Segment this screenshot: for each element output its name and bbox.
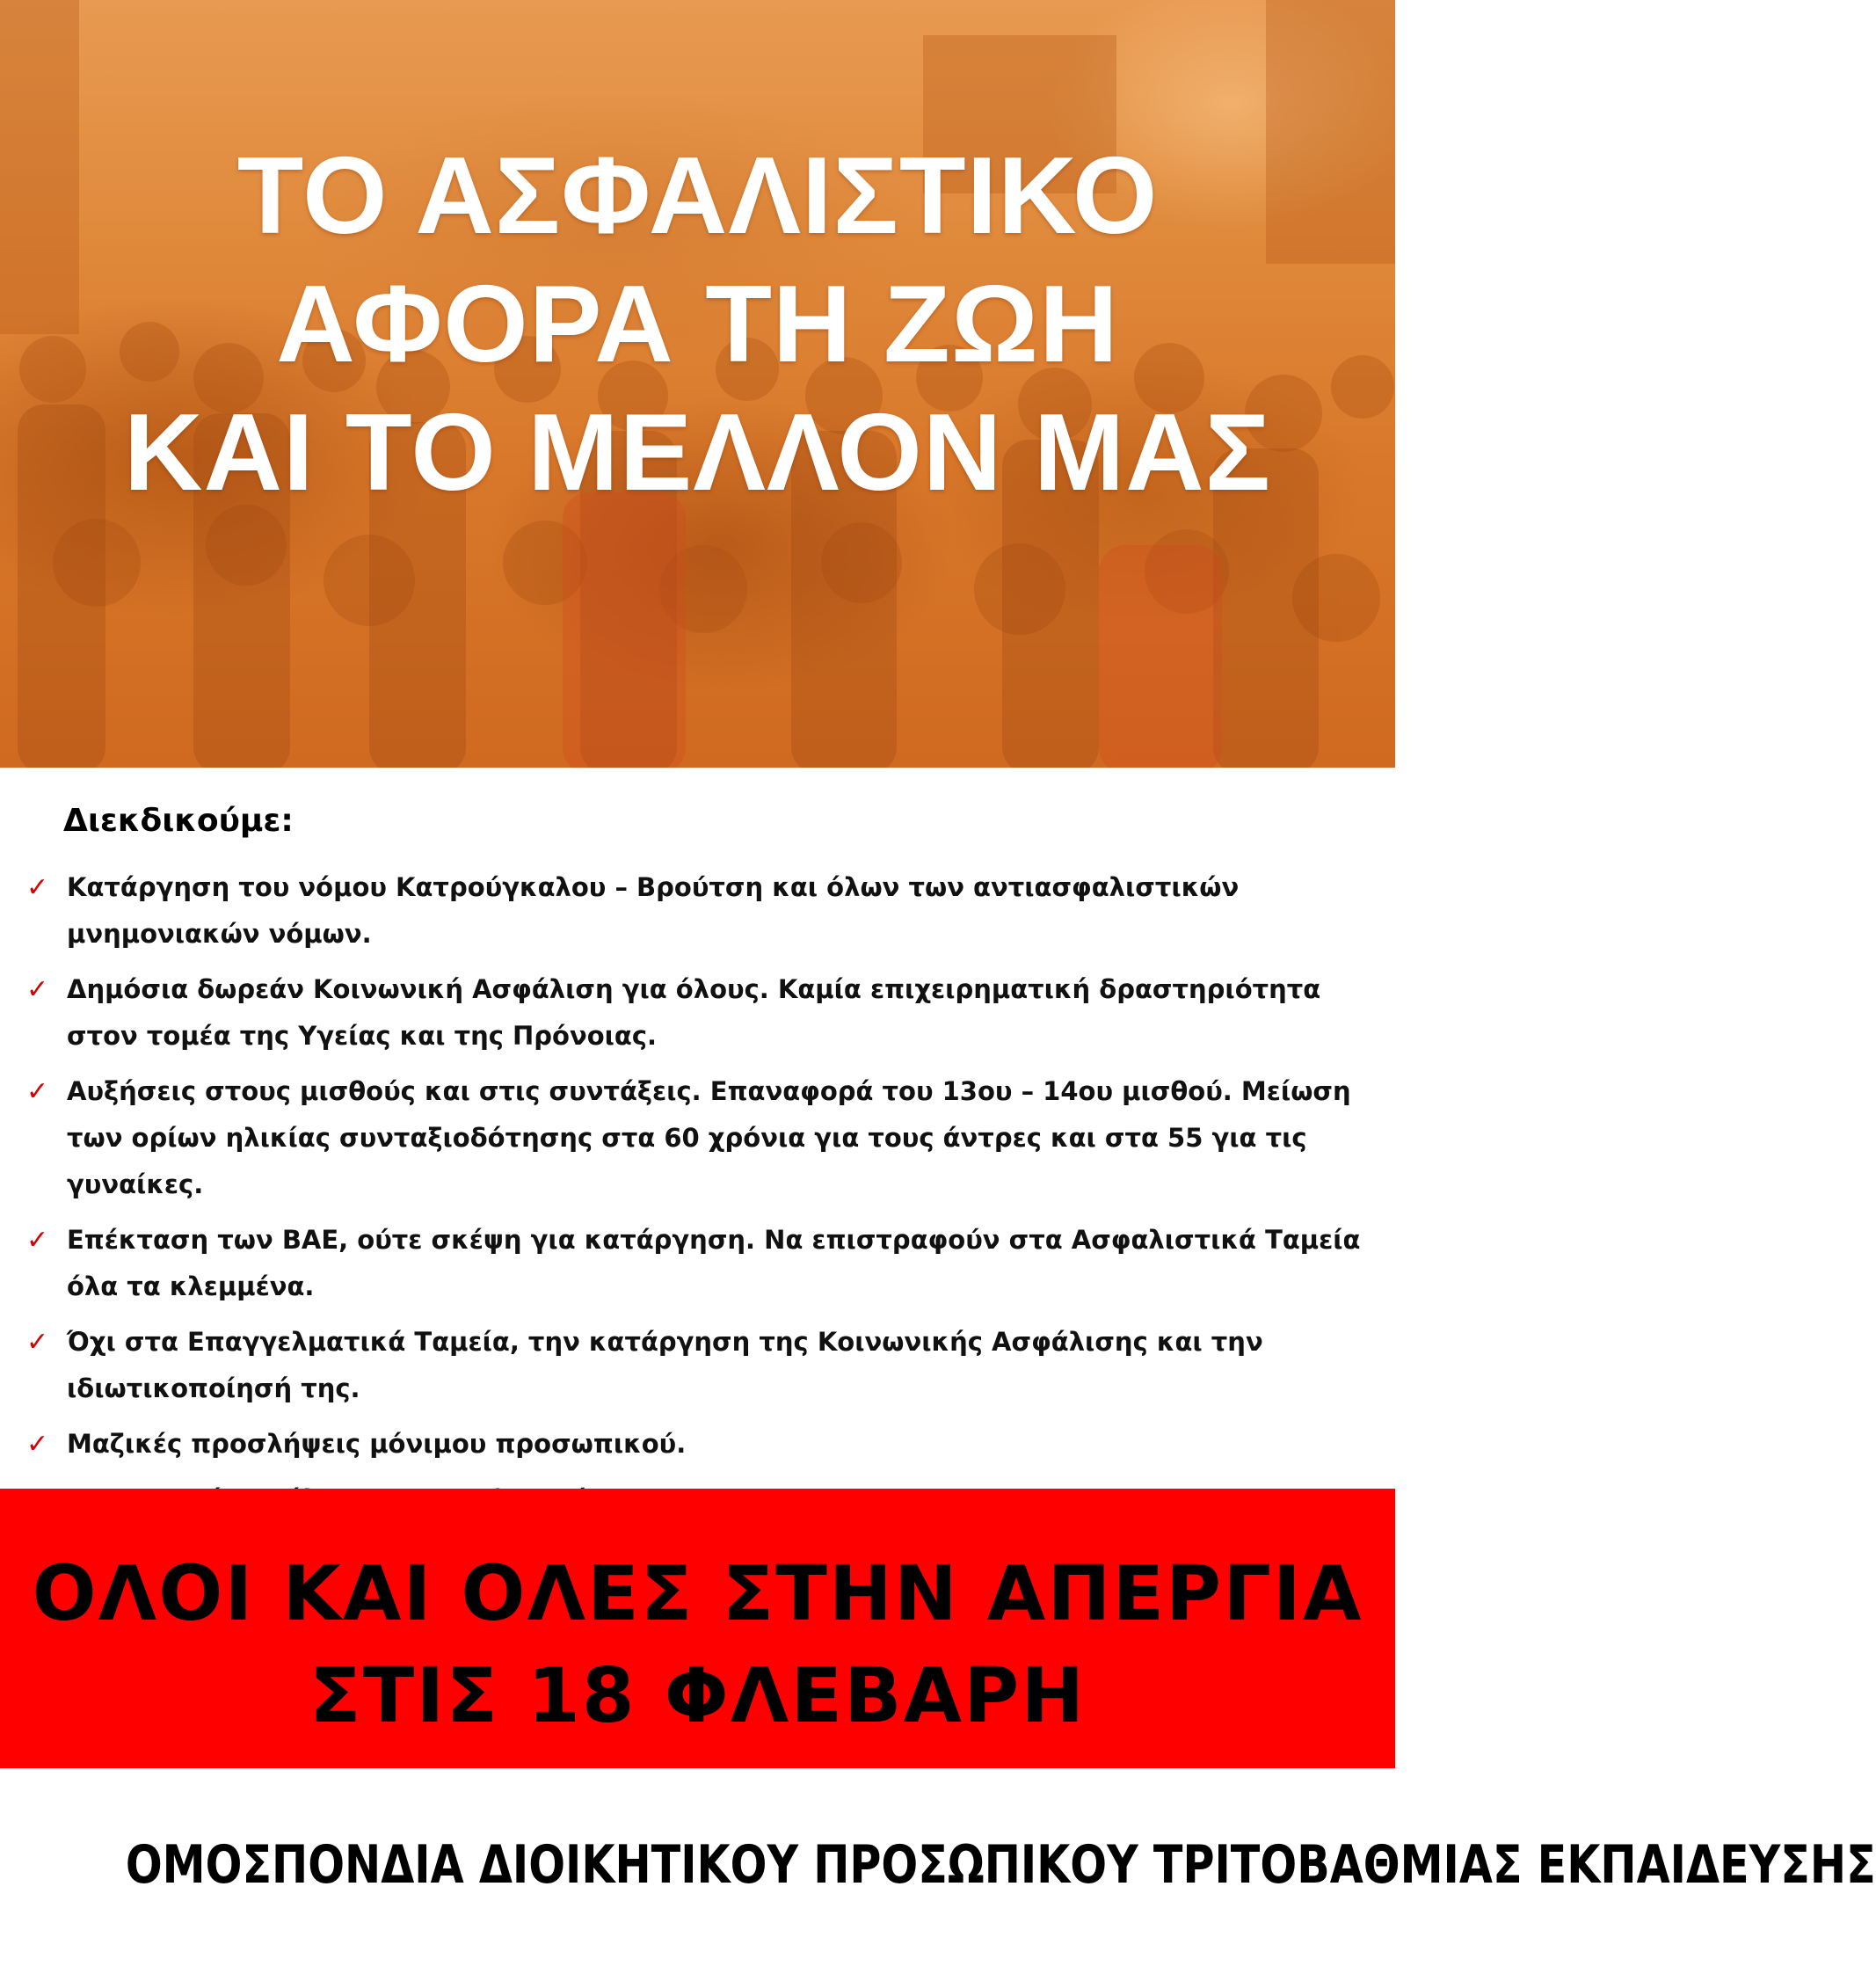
list-item xyxy=(26,1217,1380,1310)
checkmark-icon: ✓ xyxy=(26,1327,49,1358)
checkmark-icon: ✓ xyxy=(26,1225,49,1256)
list-item xyxy=(26,864,1380,958)
demand-text: Αυξήσεις στους μισθούς και στις συντάξεις. Επαναφορά του 13ου – 14ου μισθού. Μείωση των ορίων ηλικίας συνταξιοδότησης στα 60 χρόνια για τους άντρες και στα 55 για τις γυναίκες. xyxy=(67,1076,1351,1199)
checkmark-icon: ✓ xyxy=(26,872,49,903)
footer xyxy=(0,1768,1876,1974)
strike-banner xyxy=(0,1489,1395,1768)
demand-text: Επέκταση των ΒΑΕ, ούτε σκέψη για κατάργηση. Να επιστραφούν στα Ασφαλιστικά Ταμεία όλα τα κλεμμένα. xyxy=(67,1225,1361,1301)
list-item xyxy=(26,1319,1380,1412)
hero-section xyxy=(0,0,1395,768)
federation-name: ΟΜΟΣΠΟΝΔΙΑ ΔΙΟΙΚΗΤΙΚΟΥ ΠΡΟΣΩΠΙΚΟΥ ΤΡΙΤΟΒΑΘΜΙΑΣ ΕΚΠΑΙΔΕΥΣΗΣ xyxy=(125,1834,1876,1896)
demand-text: Δημόσια δωρεάν Κοινωνική Ασφάλιση για όλους. Καμία επιχειρηματική δραστηριότητα στον τομέα της Υγείας και της Πρόνοιας. xyxy=(67,974,1321,1051)
hero-title-line-2: ΑΦΟΡΑ ΤΗ ΖΩΗ xyxy=(276,264,1119,385)
hero-title-line-1: ΤΟ ΑΣΦΑΛΙΣΤΙΚΟ xyxy=(236,135,1159,257)
checkmark-icon: ✓ xyxy=(26,974,49,1005)
demand-text: Κατάργηση του νόμου Κατρούγκαλου – Βρούτση και όλων των αντιασφαλιστικών μνημονιακών νόμων. xyxy=(67,872,1240,949)
strike-call xyxy=(0,1543,1395,1747)
demand-list xyxy=(26,864,1380,1532)
hero-title-line-3: ΚΑΙ ΤΟ ΜΕΛΛΟΝ ΜΑΣ xyxy=(123,392,1272,514)
strike-call-line-1: ΟΛΟΙ ΚΑΙ ΟΛΕΣ ΣΤΗΝ ΑΠΕΡΓΙΑ xyxy=(32,1550,1363,1638)
hero-title xyxy=(0,132,1395,517)
checkmark-icon: ✓ xyxy=(26,1076,49,1107)
demands-heading: Διεκδικούμε: xyxy=(63,803,294,839)
demands-section xyxy=(0,768,1395,1489)
demand-text: Όχι στα Επαγγελματικά Ταμεία, την κατάργηση της Κοινωνικής Ασφάλισης και την ιδιωτικοποίησή της. xyxy=(67,1327,1263,1403)
demand-text: Μαζικές προσλήψεις μόνιμου προσωπικού. xyxy=(67,1429,687,1459)
list-item xyxy=(26,966,1380,1060)
strike-call-line-2: ΣΤΙΣ 18 ΦΛΕΒΑΡΗ xyxy=(309,1652,1087,1740)
list-item xyxy=(26,1421,1380,1468)
checkmark-icon: ✓ xyxy=(26,1429,49,1460)
list-item xyxy=(26,1068,1380,1208)
